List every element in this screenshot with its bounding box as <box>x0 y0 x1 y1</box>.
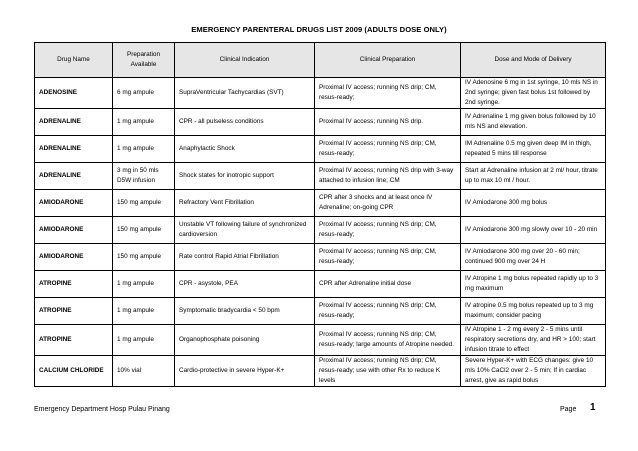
table-cell: Symptomatic bradycardia < 50 bpm <box>175 298 315 325</box>
table-cell: CPR after Adrenaline initial dose <box>315 271 461 298</box>
header-row <box>35 43 606 78</box>
table-cell: CPR - all pulseless conditions <box>175 109 315 136</box>
footer-hospital: Emergency Department Hosp Pulau Pinang <box>34 406 170 413</box>
table-cell: 10% vial <box>113 356 175 387</box>
table-cell: IV atropine 0.5 mg bolus repeated up to 3 mg maximum; consider pacing <box>461 298 606 325</box>
table-cell: IV Amiodarone 300 mg over 20 - 60 min; continued 900 mg over 24 H <box>461 244 606 271</box>
table-cell: Shock states for inotropic support <box>175 163 315 190</box>
column-header: Drug Name <box>35 43 113 78</box>
table-row <box>35 163 606 190</box>
table-cell: Proximal IV access; running NS drip; CM, resus-ready; use with other Rx to reduce K levels <box>315 356 461 387</box>
table-cell: Start at Adrenaline infusion at 2 ml/ hour, titrate up to max 10 ml / hour. <box>461 163 606 190</box>
table-cell: SupraVentricular Tachycardias (SVT) <box>175 78 315 109</box>
drug-name-cell: ADENOSINE <box>35 78 113 109</box>
table-row <box>35 244 606 271</box>
drug-name-cell: ADRENALINE <box>35 163 113 190</box>
table-cell: Severe Hyper-K+ with ECG changes: give 10 mls 10% CaCl2 over 2 - 5 min; If in cardiac arrest, give as rapid bolus <box>461 356 606 387</box>
table-cell: 1 mg ampule <box>113 298 175 325</box>
document-title: EMERGENCY PARENTERAL DRUGS LIST 2009 (ADULTS DOSE ONLY) <box>191 25 447 34</box>
table-row <box>35 190 606 217</box>
table-cell: 1 mg ampule <box>113 325 175 356</box>
table-cell: Unstable VT following failure of synchronized cardioversion <box>175 217 315 244</box>
table-cell: 1 mg ampule <box>113 136 175 163</box>
table-row <box>35 78 606 109</box>
table-row <box>35 325 606 356</box>
table-cell: Rate control Rapid Atrial Fibrillation <box>175 244 315 271</box>
drug-name-cell: ATROPINE <box>35 325 113 356</box>
column-header: Clinical Indication <box>175 43 315 78</box>
table-cell: IV Adrenaline 1 mg given bolus followed by 10 mls NS and elevation. <box>461 109 606 136</box>
drug-name-cell: ADRENALINE <box>35 136 113 163</box>
table-cell: IV Adenosine 6 mg in 1st syringe, 10 mls NS in 2nd syringe; given fast bolus 1st followed by 2nd syringe. <box>461 78 606 109</box>
table-cell: CPR after 3 shocks and at least once IV Adrenaline; on-going CPR <box>315 190 461 217</box>
table-cell: IV Atropine 1 - 2 mg every 2 - 5 mins until respiratory secretions dry, and HR > 100; start infusion titrate to effect <box>461 325 606 356</box>
table-cell: Anaphylactic Shock <box>175 136 315 163</box>
drug-name-cell: ATROPINE <box>35 298 113 325</box>
table-cell: IM Adrenaline 0.5 mg given deep IM in thigh, repeated 5 mins till response <box>461 136 606 163</box>
table-cell: 3 mg in 50 mls D5W infusion <box>113 163 175 190</box>
drug-name-cell: AMIODARONE <box>35 217 113 244</box>
table-cell: IV Atropine 1 mg bolus repeated rapidly up to 3 mg maximum <box>461 271 606 298</box>
table-cell: Proximal IV access; running NS drip with 3-way attached to infusion line; CM <box>315 163 461 190</box>
table-cell: 150 mg ampule <box>113 217 175 244</box>
table-cell: 150 mg ampule <box>113 190 175 217</box>
drug-name-cell: CALCIUM CHLORIDE <box>35 356 113 387</box>
column-header: Preparation Available <box>113 43 175 78</box>
column-header: Dose and Mode of Delivery <box>461 43 606 78</box>
footer-page-label: Page <box>560 406 577 413</box>
table-cell: Cardio-protective in severe Hyper-K+ <box>175 356 315 387</box>
table-cell: Organophosphate poisoning <box>175 325 315 356</box>
table-cell: Proximal IV access; running NS drip; CM, resus-ready; large amounts of Atropine needed. <box>315 325 461 356</box>
drug-name-cell: AMIODARONE <box>35 244 113 271</box>
table-row <box>35 217 606 244</box>
footer-page-number: 1 <box>590 402 596 413</box>
table-row <box>35 109 606 136</box>
drug-name-cell: ADRENALINE <box>35 109 113 136</box>
table-cell: Proximal IV access; running NS drip; CM, resus-ready; <box>315 298 461 325</box>
table-row <box>35 271 606 298</box>
table-row <box>35 136 606 163</box>
table-cell: Proximal IV access; running NS drip. <box>315 109 461 136</box>
table-cell: IV Amiodarone 300 mg bolus <box>461 190 606 217</box>
table-cell: Proximal IV access; running NS drip; CM, resus-ready; <box>315 244 461 271</box>
column-header: Clinical Preparation <box>315 43 461 78</box>
table-cell: Proximal IV access; running NS drip; CM, resus-ready; <box>315 136 461 163</box>
table-cell: Refractory Vent Fibrillation <box>175 190 315 217</box>
table-cell: Proximal IV access; running NS drip; CM, resus-ready; <box>315 78 461 109</box>
drug-name-cell: AMIODARONE <box>35 190 113 217</box>
table-cell: IV Amiodarone 300 mg slowly over 10 - 20 min <box>461 217 606 244</box>
table-cell: 6 mg ampule <box>113 78 175 109</box>
table-cell: 1 mg ampule <box>113 271 175 298</box>
drug-table <box>34 42 606 387</box>
table-cell: 150 mg ampule <box>113 244 175 271</box>
table-row <box>35 298 606 325</box>
table-row <box>35 356 606 387</box>
table-cell: 1 mg ampule <box>113 109 175 136</box>
drug-name-cell: ATROPINE <box>35 271 113 298</box>
table-cell: Proximal IV access; running NS drip; CM, resus-ready; <box>315 217 461 244</box>
table-cell: CPR - asystole, PEA <box>175 271 315 298</box>
